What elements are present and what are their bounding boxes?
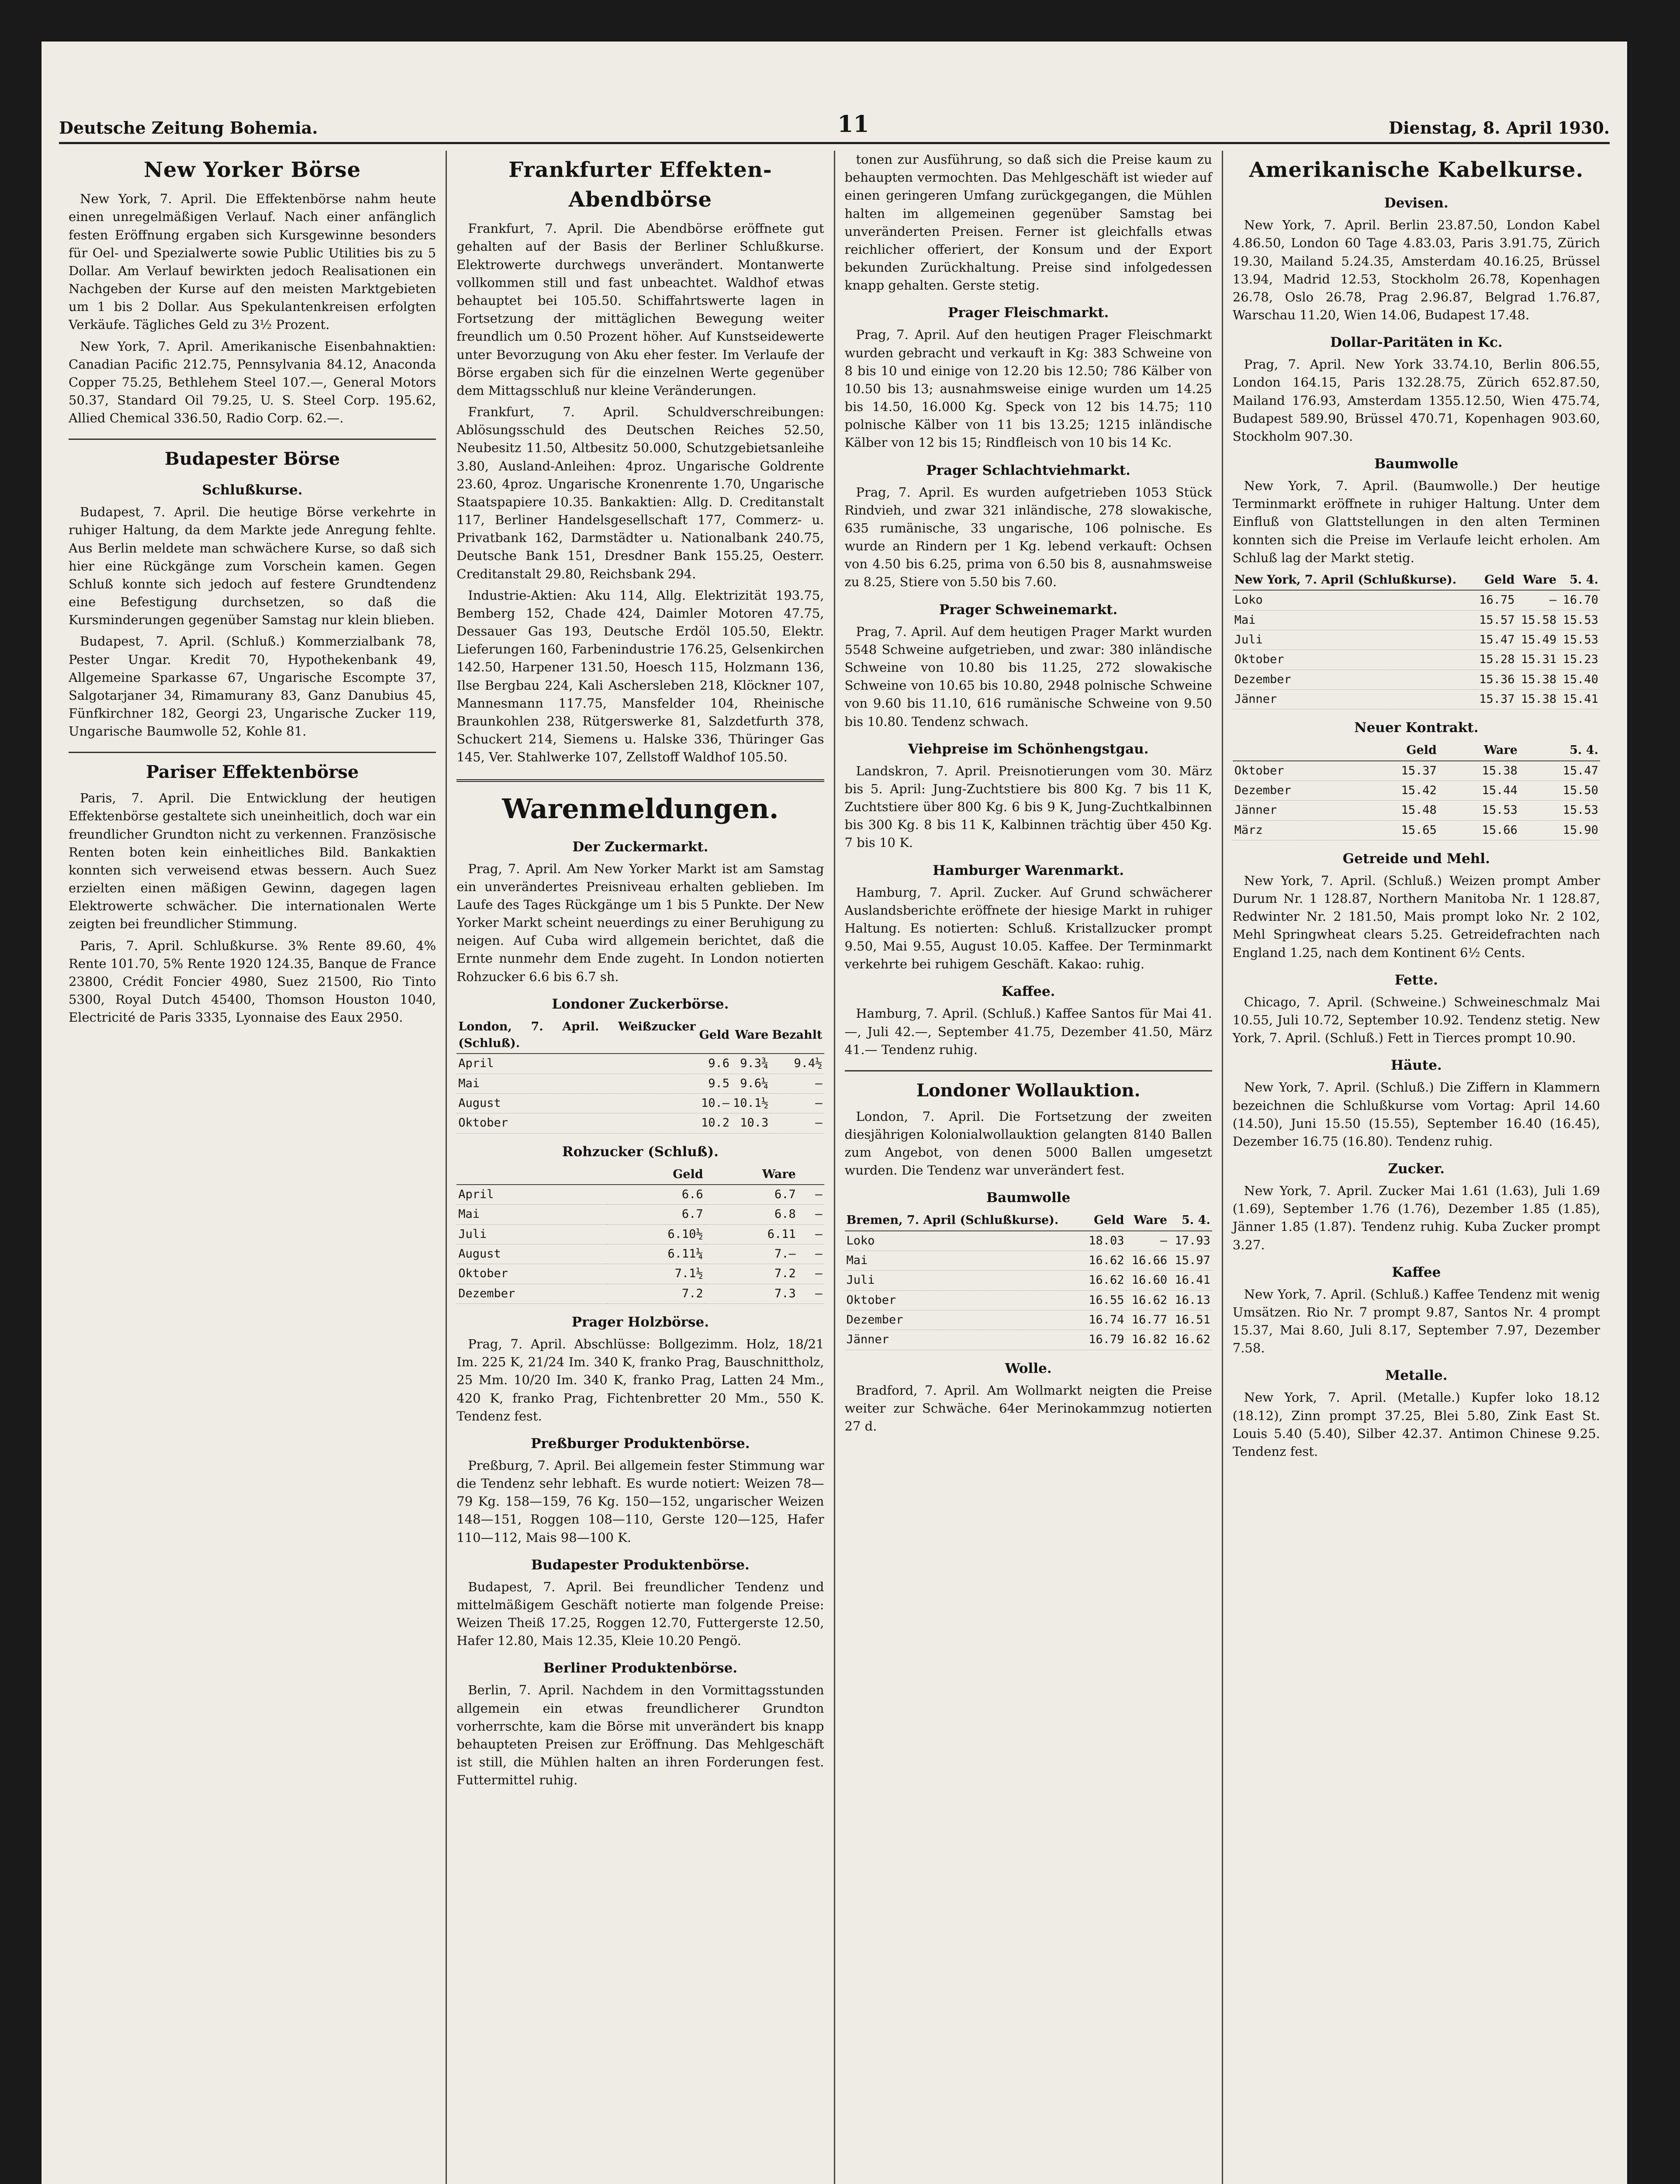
heading-budapest-produce: Budapester Produktenbörse. [531,1557,750,1573]
heading-cattle-prices: Viehpreise im Schönhengstgau. [908,741,1149,757]
table-cell: — [798,1224,824,1244]
heading-fats: Fette. [1394,972,1438,988]
article-paragraph: Frankfurt, 7. April. Schuldverschreibungen: Ablösungsschuld des Deutschen Reiches 52.50, Neubesitz 11.50, Altbesitz 50.000, Schutzgebietsanleihe 3.80, Ausland-Anleihen: 4proz. Ungarische Goldrente 23.60, 4proz. Ungarische Kronenrente 1.70, Ungarische Staatspapiere 10.35. Bankaktien: Allg. D. Creditanstalt 117, Berliner Handelsgesellschaft 177, Commerz- u. Privatbank 162, Darmstädter u. Nationalbank 240.75, Deutsche Bank 151, Dresdner Bank 155.25, Oesterr. Creditanstalt 29.80, Reichsbank 294. [456,404,824,581]
table-row [1233,761,1600,781]
table-cell: — [798,1185,824,1205]
table-cell: Ware [1126,1211,1169,1230]
table-cell: Juli [456,1224,607,1244]
table-cell: 15.31 [1516,650,1558,670]
table-cell: Oktober [456,1113,697,1133]
table-row [1233,689,1600,709]
table-cell: Dezember [845,1310,1083,1330]
cotton-table-bremen [845,1211,1212,1350]
article-paragraph: Budapest, 7. April. Bei freundlicher Tendenz und mittelmäßigem Geschäft notierte man folgende Preise: Weizen Theiß 17.25, Roggen 12.70, Futtergerste 12.50, Hafer 12.80, Mais 12.35, Kleie 10.20 Pengö. [456,1579,824,1648]
article-paragraph: Budapest, 7. April. Die heutige Börse verkehrte in ruhiger Haltung, da dem Markte jede Anregung fehlte. Aus Berlin meldete man schwächere Kurse, so daß sich hier eine Rückgänge zum Vorschein kamen. Gegen Schluß konnte sich jedoch auf festere Grundtendenz eine Befestigung durchsetzen, so daß die Kursminderungen gegenüber Samstag nur klein blieben. [69,505,436,628]
table-cell: 16.79 [1083,1330,1126,1350]
table-cell: — [798,1244,824,1264]
table-cell: Ware [731,1017,770,1054]
article-paragraph: Prag, 7. April. New York 33.74.10, Berlin 806.55, London 164.15, Paris 132.28.75, Zürich 652.87.50, Mailand 176.93, Amsterdam 1355.12.50, Wien 475.74, Budapest 589.90, Brüssel 470.71, Kopenhagen 903.60, Stockholm 907.30. [1232,357,1600,444]
table-cell: 15.38 [1516,670,1558,689]
table-cell: 16.41 [1169,1271,1212,1290]
table-row [456,1094,824,1113]
article-paragraph: Paris, 7. April. Schlußkurse. 3% Rente 89.60, 4% Rente 101.70, 5% Rente 1920 124.35, Banque de France 23800, Crédit Foncier 4980, Suez 21500, Rio Tinto 5300, Royal Dutch 45400, Thomson Houston 1040, Electricité de Paris 3335, Lyonnaise des Eaux 2950. [69,938,436,1025]
table-cell: März [1233,820,1358,840]
table-cell: 15.37 [1358,761,1438,781]
running-head [59,107,1610,144]
column-4 [1223,151,1610,2184]
table-cell: 6.8 [705,1205,798,1224]
issue-date: Dienstag, 8. April 1930. [1389,118,1610,138]
table-cell: 16.70 [1558,590,1600,610]
table-cell: 15.37 [1475,689,1517,709]
table-cell: 16.55 [1083,1290,1126,1310]
heading-prague-cattle: Prager Schlachtviehmarkt. [926,462,1130,478]
heading-paris-exchange: Pariser Effektenbörse [69,752,436,785]
table-cell: 16.62 [1083,1251,1126,1271]
table-cell: 15.66 [1438,820,1519,840]
article-paragraph: tonen zur Ausführung, so daß sich die Preise kaum zu behaupten vermochten. Das Mehlgeschäft ist wieder auf einen geringeren Umfang zurückgegangen, die Mühlen halten im allgemeinen gegenüber Samstag bei unveränderten Preisen. Ferner ist gleichfalls etwas reichlicher offeriert, der Konsum und der Export bekunden Zurückhaltung. Preise sind infolgedessen knapp gehalten. Gerste stetig. [844,152,1212,293]
heading-hides: Häute. [1391,1057,1442,1074]
table-cell: — [1516,590,1558,610]
table-cell: — [770,1094,824,1113]
heading-london-sugar: Londoner Zuckerbörse. [552,996,729,1012]
heading-new-contract: Neuer Kontrakt. [1354,720,1479,736]
article-paragraph: Bradford, 7. April. Am Wollmarkt neigten die Preise weiter zur Schwäche. 64er Merinokammzug notierten 27 d. [844,1382,1212,1434]
table-cell: Ware [1438,741,1519,760]
table-cell: 6.7 [607,1205,705,1224]
table-cell: 7.2 [705,1264,798,1284]
table-row [456,1244,824,1264]
table-cell: 15.38 [1516,689,1558,709]
table-cell: 5. 4. [1519,741,1600,760]
table-row [456,1205,824,1224]
table-cell: London, 7. April. Weißzucker (Schluß). [456,1017,697,1054]
heading-coffee: Kaffee. [1001,984,1055,1000]
article-paragraph: Paris, 7. April. Die Entwicklung der heutigen Effektenbörse gestaltete sich uneinheitlich, doch war ein freundlicher Grundton nicht zu verkennen. Französische Renten boten kein einheitliches Bild. Bankaktien konnten sich verweisend etwas bessern. Auch Suez erzielten einen mäßigen Gewinn, dagegen lagen Elektrowerte schwächer. Die internationalen Werte zeigten bei freundlicher Stimmung. [69,791,436,932]
heading-wool: Wolle. [1005,1360,1052,1376]
article-paragraph: New York, 7. April. (Schluß.) Kaffee Tendenz mit wenig Umsätzen. Rio Nr. 7 prompt 9.87, Santos Nr. 4 prompt 15.37, Mai 8.60, Juli 8.17, September 7.97, Dezember 7.58. [1232,1286,1600,1356]
column-2 [447,151,835,2184]
table-cell: August [456,1094,697,1113]
table-cell: Geld [607,1165,705,1185]
table-row [456,1074,824,1093]
heading-sugar-ny: Zucker. [1388,1161,1445,1177]
table-cell: 15.41 [1558,689,1600,709]
table-row [456,1284,824,1303]
article-paragraph: Prag, 7. April. Abschlüsse: Bollgezimm. Holz, 18/21 Im. 225 K, 21/24 Im. 340 K, franko Prag, Bauschnittholz, 25 Mm. 10/20 Im. 340 K, franko Prag, Latten 24 Mm., 420 K, franko Prag, Fichtenbretter 20 Mm., 550 K. Tendenz fest. [456,1337,824,1424]
table-cell: — [798,1205,824,1224]
table-cell: — [770,1074,824,1093]
table-cell: New York, 7. April (Schlußkurse). [1233,570,1475,590]
table-cell: 15.38 [1438,761,1519,781]
column-1 [59,151,447,2184]
table-row [456,1185,824,1205]
table-cell: 6.6 [607,1185,705,1205]
heading-prague-timber: Prager Holzbörse. [571,1314,709,1330]
table-cell: — [798,1264,824,1284]
table-cell: 15.47 [1519,761,1600,781]
table-cell: 10.3 [731,1113,770,1133]
table-row [845,1251,1212,1271]
table-cell: Dezember [1233,670,1475,689]
article-paragraph: Frankfurt, 7. April. Die Abendbörse eröffnete gut gehalten auf der Basis der Berliner Schlußkurse. Elektrowerte durchwegs unverändert. Montanwerte vollkommen still und fast unbeachtet. Waldhof etwas behauptet bei 105.50. Schiffahrtswerte lagen in Fortsetzung der mittäglichen Bewegung weiter freundlich um 0.50 Prozent höher. Auf Kunstseidewerte unter Bevorzugung von Aku eher fester. Im Verlaufe der Börse ergaben sich für die einzelnen Werte gegenüber dem Mittagsschluß nur kleine Veränderungen. [456,221,824,398]
table-cell: 17.93 [1169,1231,1212,1251]
heading-hamburg-market: Hamburger Warenmarkt. [933,862,1124,878]
table-cell: 15.50 [1519,781,1600,800]
heading-pressburg-produce: Preßburger Produktenbörse. [531,1435,750,1451]
table-cell: 15.47 [1475,630,1517,650]
table-row [845,1231,1212,1251]
table-cell: 15.53 [1558,610,1600,630]
table-cell: 9.6¼ [731,1074,770,1093]
article-paragraph: Hamburg, 7. April. (Schluß.) Kaffee Santos für Mai 41.—, Juli 42.—, September 41.75, Dezember 41.50, März 41.— Tendenz ruhig. [844,1006,1212,1057]
heading-raw-sugar: Rohzucker (Schluß). [562,1144,719,1160]
table-cell: Bezahlt [770,1017,824,1054]
table-cell: 5. 4. [1558,570,1600,590]
article-paragraph: Landskron, 7. April. Preisnotierungen vom 30. März bis 5. April: Jung-Zuchtstiere bis 800 Kg. 7 bis 11 K, Zuchtstiere über 800 Kg. 6 bis 9 K, Jung-Zuchtkalbinnen bis 300 Kg. 8 bis 11 K, Kalbinnen trächtig über 450 Kg. 7 bis 10 K. [844,763,1212,850]
heading-prague-pigs: Prager Schweinemarkt. [939,601,1118,618]
cotton-table-new-contract [1233,741,1600,840]
table-cell: 15.53 [1558,630,1600,650]
table-cell [1233,741,1358,760]
table-cell: 15.65 [1358,820,1438,840]
table-cell: 7.3 [705,1284,798,1303]
table-cell: April [456,1185,607,1205]
table-cell: 16.75 [1475,590,1517,610]
subheading-closing-prices: Schlußkurse. [202,482,303,498]
table-cell: August [456,1244,607,1264]
table-cell: Mai [456,1205,607,1224]
table-cell: 15.42 [1358,781,1438,800]
article-paragraph: Hamburg, 7. April. Zucker. Auf Grund schwächerer Auslandsberichte eröffnete der hiesige Markt in ruhiger Haltung. Es notierten: Schluß. Kristallzucker prompt 9.50, Mai 9.55, August 10.05. Kaffee. Der Terminmarkt verkehrte bei ruhigem Geschäft. Kakao: ruhig. [844,885,1212,972]
table-cell: Jänner [845,1330,1083,1350]
table-row [1233,670,1600,689]
table-cell [456,1165,607,1185]
table-row [1233,570,1600,590]
table-cell: 15.97 [1169,1251,1212,1271]
table-cell [798,1165,824,1185]
heading-london-wool: Londoner Wollauktion. [845,1070,1212,1103]
heading-cotton: Baumwolle [986,1190,1071,1206]
table-cell: — [1126,1231,1169,1251]
table-row [845,1290,1212,1310]
table-row [1233,801,1600,820]
article-paragraph: New York, 7. April. Die Effektenbörse nahm heute einen unregelmäßigen Verlauf. Nach einer anfänglich festen Eröffnung ergaben sich Kursgewinne besonders für Oel- und Spezialwerte sowie Public Utilities bis zu 5 Dollar. Am Verlauf bewirkten jedoch Realisationen ein Nachgeben der Kurse auf den meisten Marktgebieten um 1 bis 2 Dollar. Aus Spekulantenkreisen erfolgten Verkäufe. Tägliches Geld zu 3½ Prozent. [69,191,436,332]
article-paragraph: New York, 7. April. Amerikanische Eisenbahnaktien: Canadian Pacific 212.75, Pennsylvania 84.12, Anaconda Copper 75.25, Bethlehem Steel 107.—, General Motors 50.37, Standard Oil 79.25, U. S. Steel Corp. 195.62, Allied Chemical 336.50, Radio Corp. 62.—. [69,339,436,426]
cotton-table-new-york [1233,570,1600,709]
heading-grain-flour: Getreide und Mehl. [1342,850,1490,867]
article-paragraph: Prag, 7. April. Auf dem heutigen Prager Markt wurden 5548 Schweine aufgetrieben, und zwar: 380 inländische Schweine von 10.80 bis 11.25, 272 slowakische Schweine von 10.65 bis 10.80, 2948 polnische Schweine von 9.60 bis 11.10, 616 rumänische Schweine von 9.50 bis 10.80. Tendenz schwach. [844,624,1212,729]
heading-commodity-reports: Warenmeldungen. [456,779,824,828]
masthead-title: Deutsche Zeitung Bohemia. [59,118,318,138]
table-row [1233,610,1600,630]
table-row [845,1271,1212,1290]
table-cell: 15.58 [1516,610,1558,630]
table-cell: Ware [705,1165,798,1185]
heading-foreign-exchange: Devisen. [1384,195,1448,211]
table-cell: 7.1½ [607,1264,705,1284]
table-cell: 10.— [698,1094,731,1113]
table-row [845,1211,1212,1230]
heading-berlin-produce: Berliner Produktenbörse. [543,1660,738,1676]
article-paragraph: New York, 7. April. (Schluß.) Die Ziffern in Klammern bezeichnen die Schlußkurse vom Vortag: April 14.60 (14.50), Juni 15.50 (15.55), September 16.40 (16.45), Dezember 16.75 (16.80). Tendenz ruhig. [1232,1080,1600,1149]
table-row [1233,820,1600,840]
table-cell: 15.53 [1438,801,1519,820]
heading-new-york-exchange: New Yorker Börse [144,158,361,182]
table-row [1233,650,1600,670]
table-cell: Jänner [1233,689,1475,709]
table-row [1233,590,1600,610]
table-cell: 16.74 [1083,1310,1126,1330]
column-3 [835,151,1223,2184]
heading-sugar-market: Der Zuckermarkt. [572,839,709,855]
table-cell: 9.4½ [770,1054,824,1074]
table-row [845,1330,1212,1350]
table-cell: 10.2 [698,1113,731,1133]
table-row [456,1113,824,1133]
table-cell: 15.48 [1358,801,1438,820]
table-cell: 18.03 [1083,1231,1126,1251]
table-cell: Dezember [1233,781,1358,800]
table-cell: Oktober [1233,761,1358,781]
table-cell: Mai [456,1074,697,1093]
table-cell: Geld [1358,741,1438,760]
table-cell: 7.2 [607,1284,705,1303]
heading-coffee-ny: Kaffee [1392,1264,1441,1280]
table-cell: Ware [1516,570,1558,590]
sugar-table-white [456,1017,824,1133]
article-paragraph: New York, 7. April. Zucker Mai 1.61 (1.63), Juli 1.69 (1.69), September 1.76 (1.76), Dezember 1.85 (1.85), Jänner 1.85 (1.87). Tendenz ruhig. Kuba Zucker prompt 3.27. [1232,1183,1600,1252]
column-grid [59,151,1610,2184]
table-cell: 15.40 [1558,670,1600,689]
table-cell: Juli [845,1271,1083,1290]
table-cell: 15.28 [1475,650,1517,670]
table-cell: Bremen, 7. April (Schlußkurse). [845,1211,1083,1230]
heading-frankfurt-exchange: Frankfurter Effekten-Abendbörse [508,158,772,212]
table-cell: 16.66 [1126,1251,1169,1271]
table-row [845,1310,1212,1330]
table-cell: 6.10½ [607,1224,705,1244]
table-cell: 15.57 [1475,610,1517,630]
page-number: 11 [837,111,869,138]
table-row [456,1017,824,1054]
table-cell: 15.90 [1519,820,1600,840]
table-cell: 9.3¾ [731,1054,770,1074]
article-paragraph: New York, 7. April. Berlin 23.87.50, London Kabel 4.86.50, London 60 Tage 4.83.03, Paris 3.91.75, Zürich 19.30, Mailand 5.24.35, Amsterdam 40.16.25, Brüssel 13.94, Madrid 12.53, Stockholm 26.78, Kopenhagen 26.78, Oslo 26.78, Prag 2.96.87, Belgrad 1.76.87, Warschau 11.20, Wien 14.06, Budapest 17.48. [1232,218,1600,323]
table-cell: Oktober [456,1264,607,1284]
article-paragraph: Prag, 7. April. Am New Yorker Markt ist am Samstag ein unverändertes Preisniveau erhalten geblieben. Im Laufe des Tages Rückgänge um 1 bis 5 Punkte. Der New Yorker Markt scheint neuerdings zu einer Beruhigung zu neigen. Auf Cuba wird allgemein berichtet, daß die Ernte nunmehr dem Ende zugeht. In London notierten Rohzucker 6.6 bis 6.7 sh. [456,861,824,984]
table-cell: 9.5 [698,1074,731,1093]
article-paragraph: Preßburg, 7. April. Bei allgemein fester Stimmung war die Tendenz sehr lebhaft. Es wurde notiert: Weizen 78—79 Kg. 158—159, 76 Kg. 150—152, ungarischer Weizen 148—151, Roggen 108—110, Gerste 120—125, Hafer 110—112, Mais 98—100 K. [456,1458,824,1545]
table-cell: Mai [1233,610,1475,630]
table-cell: April [456,1054,697,1074]
article-paragraph: Budapest, 7. April. (Schluß.) Kommerzialbank 78, Pester Ungar. Kredit 70, Hypothekenbank 49, Allgemeine Sparkasse 67, Ungarische Escompte 37, Salgotarjaner 34, Rimamurany 83, Ganz Danubius 45, Fünfkirchner 182, Georgi 23, Ungarische Zucker 119, Ungarische Baumwolle 52, Kohle 81. [69,634,436,739]
article-paragraph: Prag, 7. April. Auf den heutigen Prager Fleischmarkt wurden gebracht und verkauft in Kg: 383 Schweine von 8 bis 10 und einige von 12.20 bis 12.50; 786 Kälber von 10.50 bis 13; ausnahmsweise einige wurden um 14.25 bis 14.50, 16.000 Kg. Speck von 12 bis 14.75; 110 polnische Kälber von 11 bis 13.25; 1215 inländische Kälber von 12 bis 15; Rindfleisch von 10 bis 14 Kc. [844,327,1212,450]
table-cell: — [798,1284,824,1303]
table-cell: Geld [698,1017,731,1054]
article-paragraph: New York, 7. April. (Metalle.) Kupfer loko 18.12 (18.12), Zinn prompt 37.25, Blei 5.80, Zink East St. Louis 5.40 (5.40), Silber 42.37. Antimon Chinese 9.25. Tendenz fest. [1232,1390,1600,1459]
article-paragraph: Prag, 7. April. Es wurden aufgetrieben 1053 Stück Rindvieh, und zwar 321 inländische, 278 slowakische, 635 rumänische, 33 ungarische, 106 polnische. Es wurde an Rindern per 1 Kg. lebend verkauft: Ochsen von 4.50 bis 6.25, prima von 6.50 bis 8, ausnahmsweise zu 8.25, Stiere von 5.50 bis 7.60. [844,484,1212,590]
newspaper-page [41,41,1627,2184]
table-row [456,1165,824,1185]
table-cell: 16.60 [1126,1271,1169,1290]
table-cell: Mai [845,1251,1083,1271]
article-paragraph: Chicago, 7. April. (Schweine.) Schweineschmalz Mai 10.55, Juli 10.72, September 10.92. Tendenz stetig. New York, 7. April. (Schluß.) Fett in Tierces prompt 10.90. [1232,994,1600,1046]
table-cell: Loko [1233,590,1475,610]
table-cell: 7.— [705,1244,798,1264]
article-paragraph: New York, 7. April. (Baumwolle.) Der heutige Terminmarkt eröffnete in ruhiger Haltung. Unter dem Einfluß von Glattstellungen in den alten Terminen konnten sich die Preise im Verlaufe leicht erholen. Am Schluß lag der Markt stetig. [1232,478,1600,565]
table-cell: 6.11 [705,1224,798,1244]
table-cell: 16.62 [1169,1330,1212,1350]
table-cell: 16.62 [1083,1271,1126,1290]
sugar-table-raw [456,1165,824,1304]
table-row [1233,630,1600,650]
table-row [1233,741,1600,760]
table-cell: 15.23 [1558,650,1600,670]
heading-prague-meat: Prager Fleischmarkt. [948,305,1109,321]
table-cell: Juli [1233,630,1475,650]
table-cell: Oktober [845,1290,1083,1310]
heading-metals: Metalle. [1385,1368,1448,1384]
article-paragraph: New York, 7. April. (Schluß.) Weizen prompt Amber Durum Nr. 1 128.87, Northern Manitoba Nr. 1 128.87, Redwinter Nr. 2 181.50, Mais prompt loko Nr. 2 102, Mehl Springwheat clears 5.25. Getreidefrachten nach England 1.25, nach dem Kontinent 6½ Cents. [1232,873,1600,960]
heading-american-cable-rates: Amerikanische Kabelkurse. [1249,158,1584,182]
table-cell: 15.44 [1438,781,1519,800]
table-cell: Loko [845,1231,1083,1251]
table-cell: 5. 4. [1169,1211,1212,1230]
table-cell: Geld [1083,1211,1126,1230]
heading-cotton-ny: Baumwolle [1374,456,1459,472]
heading-budapest-exchange: Budapester Börse [69,439,436,472]
table-cell: Dezember [456,1284,607,1303]
table-cell: 16.77 [1126,1310,1169,1330]
table-cell: 10.1½ [731,1094,770,1113]
article-paragraph: Berlin, 7. April. Nachdem in den Vormittagsstunden allgemein ein etwas freundlicherer Grundton vorherrschte, kam die Börse mit unverändert bis knapp behaupteten Preisen zur Eröffnung. Das Mehlgeschäft ist still, die Mühlen halten an ihren Forderungen fest. Futtermittel ruhig. [456,1683,824,1788]
heading-dollar-parities: Dollar-Paritäten in Kc. [1330,335,1503,351]
table-row [456,1264,824,1284]
table-cell: 16.82 [1126,1330,1169,1350]
table-cell: Geld [1475,570,1517,590]
table-cell: 15.49 [1516,630,1558,650]
article-paragraph: Industrie-Aktien: Aku 114, Allg. Elektrizität 193.75, Bemberg 152, Chade 424, Daimler Motoren 47.75, Dessauer Gas 193, Deutsche Erdöl 105.50, Elektr. Lieferungen 160, Farbenindustrie 176.25, Gelsenkirchen 142.50, Harpener 131.50, Hoesch 115, Holzmann 136, Ilse Bergbau 224, Kali Aschersleben 218, Klöckner 107, Mannesmann 117.75, Mansfelder 104, Rheinische Braunkohlen 238, Rütgerswerke 81, Salzdetfurth 378, Schuckert 214, Siemens u. Halske 336, Thüringer Gas 145, Ver. Stahlwerke 107, Zellstoff Waldhof 105.50. [456,587,824,765]
table-row [456,1054,824,1074]
table-cell: 9.6 [698,1054,731,1074]
table-cell: 15.36 [1475,670,1517,689]
table-cell: — [770,1113,824,1133]
table-cell: 6.11¼ [607,1244,705,1264]
table-cell: 16.51 [1169,1310,1212,1330]
table-cell: 15.53 [1519,801,1600,820]
table-row [1233,781,1600,800]
table-row [456,1224,824,1244]
table-cell: 6.7 [705,1185,798,1205]
table-cell: 16.62 [1126,1290,1169,1310]
table-cell: 16.13 [1169,1290,1212,1310]
article-paragraph: London, 7. April. Die Fortsetzung der zweiten diesjährigen Kolonialwollauktion gelangten 8140 Ballen zum Angebot, von denen 5000 Ballen umgesetzt wurden. Die Tendenz war unverändert fest. [844,1109,1212,1178]
table-cell: Oktober [1233,650,1475,670]
table-cell: Jänner [1233,801,1358,820]
